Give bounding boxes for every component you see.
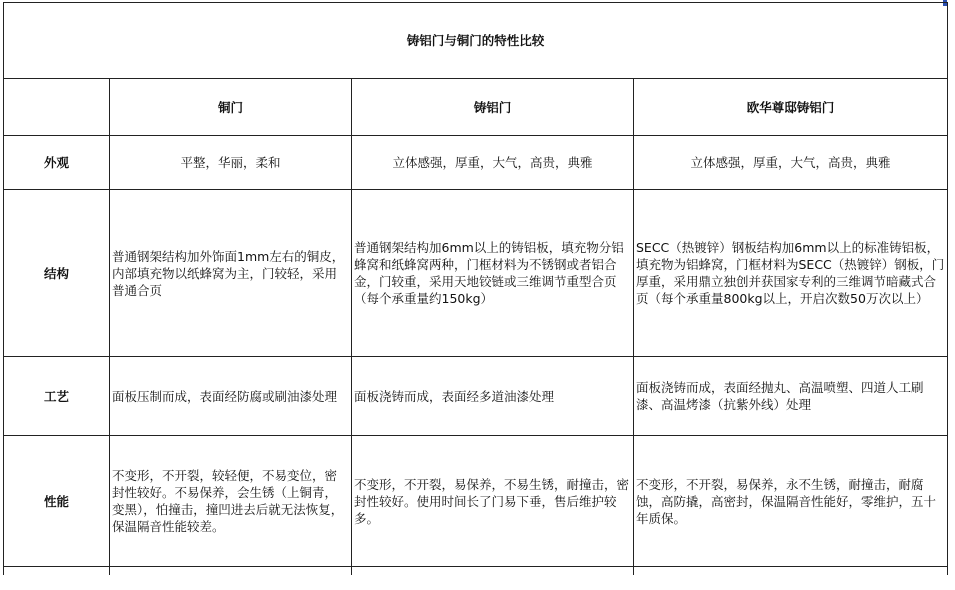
empty-cell	[110, 567, 352, 576]
column-header-cast-aluminum-door: 铸铝门	[352, 79, 634, 136]
comparison-table	[3, 2, 948, 575]
table-cell: 不变形，不开裂，易保养，不易生锈，耐撞击，密封性较好。使用时间长了门易下垂，售后维护较多。	[352, 436, 634, 567]
row-label-structure: 结构	[4, 190, 110, 357]
row-label-appearance: 外观	[4, 136, 110, 190]
table-cell: 不变形，不开裂，易保养，永不生锈，耐撞击，耐腐蚀，高防撬，高密封，保温隔音性能好，零维护，五十年质保。	[634, 436, 948, 567]
table-row	[4, 436, 948, 567]
header-row	[4, 79, 948, 136]
table-row	[4, 136, 948, 190]
empty-cell	[4, 567, 110, 576]
title-row	[4, 3, 948, 79]
row-label-performance: 性能	[4, 436, 110, 567]
table-row	[4, 357, 948, 436]
table-cell: 面板压制而成，表面经防腐或刷油漆处理	[110, 357, 352, 436]
table-cell: 平整，华丽，柔和	[110, 136, 352, 190]
table-cell: 面板浇铸而成，表面经多道油漆处理	[352, 357, 634, 436]
empty-cell	[352, 567, 634, 576]
column-header-ouhua-cast-aluminum-door: 欧华尊邸铸铝门	[634, 79, 948, 136]
empty-cell	[634, 567, 948, 576]
table-cell: SECC（热镀锌）钢板结构加6mm以上的标准铸铝板，填充物为铝蜂窝，门框材料为SECC（热镀锌）钢板，门厚重，采用鼎立独创并获国家专利的三维调节暗藏式合页（每个承重量800kg以上，开启次数50万次以上）	[634, 190, 948, 357]
table-cell: 普通钢架结构加外饰面1mm左右的铜皮，内部填充物以纸蜂窝为主，门较轻，采用普通合页	[110, 190, 352, 357]
table-row	[4, 190, 948, 357]
table-cell: 立体感强，厚重，大气，高贵，典雅	[352, 136, 634, 190]
row-label-craft: 工艺	[4, 357, 110, 436]
table-cell: 不变形，不开裂，较轻便，不易变位，密封性较好。不易保养，会生锈（上铜青，变黑），怕撞击，撞凹进去后就无法恢复，保温隔音性能较差。	[110, 436, 352, 567]
header-corner-cell	[4, 79, 110, 136]
column-header-copper-door: 铜门	[110, 79, 352, 136]
table-cell: 普通钢架结构加6mm以上的铸铝板，填充物分铝蜂窝和纸蜂窝两种，门框材料为不锈钢或者铝合金，门较重，采用天地铰链或三维调节重型合页（每个承重量约150kg）	[352, 190, 634, 357]
table-row-partial	[4, 567, 948, 576]
table-cell: 立体感强，厚重，大气，高贵，典雅	[634, 136, 948, 190]
table-cell: 面板浇铸而成，表面经抛丸、高温喷塑、四道人工刷漆、高温烤漆（抗紫外线）处理	[634, 357, 948, 436]
table-title: 铸铝门与铜门的特性比较	[4, 3, 948, 79]
